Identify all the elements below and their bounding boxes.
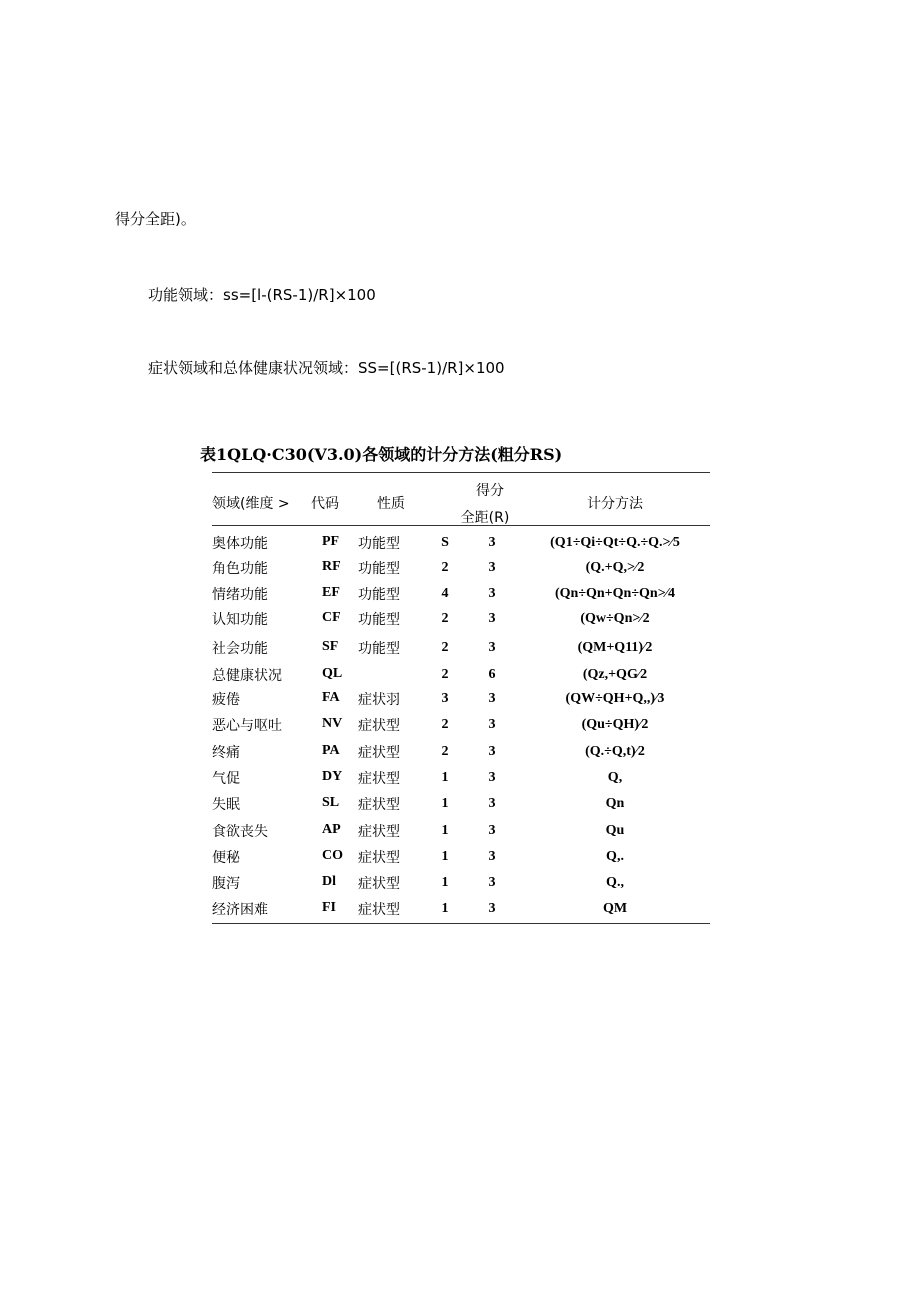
- cell-method: (Qu÷QH)⁄2: [581, 717, 649, 732]
- header-nature: 性质: [377, 496, 405, 512]
- cell-nature: 症状型: [358, 902, 400, 918]
- formula-symptom: 症状领域和总体健康状况领域：SS=[(RS-1)/R]×100: [148, 359, 505, 377]
- cell-nature: 症状型: [358, 876, 400, 892]
- header-code: 代码: [311, 496, 339, 512]
- cell-domain: 情绪功能: [212, 587, 268, 603]
- cell-range: 3: [488, 770, 496, 785]
- cell-code: RF: [322, 559, 341, 574]
- cell-items: 1: [441, 901, 449, 916]
- cell-range: 3: [488, 717, 496, 732]
- cell-nature: 症状型: [358, 745, 400, 761]
- cell-nature: 功能型: [358, 536, 400, 552]
- cell-domain: 总健康状况: [212, 668, 282, 684]
- cell-items: S: [441, 535, 449, 550]
- header-range: 全距(R): [460, 510, 510, 526]
- cell-method: Q.,: [606, 875, 624, 890]
- cell-code: SL: [322, 795, 340, 810]
- cell-domain: 疲倦: [212, 692, 240, 708]
- cell-method: Qn: [605, 796, 625, 811]
- cell-code: QL: [322, 666, 343, 681]
- cell-code: Dl: [322, 874, 336, 889]
- cell-nature: 功能型: [358, 561, 400, 577]
- cell-domain: 终痛: [212, 745, 240, 761]
- table-caption: 表1QLQ·C30(V3.0)各领域的计分方法(粗分RS): [200, 445, 563, 464]
- cell-range: 3: [488, 535, 496, 550]
- header-domain: 领域(维度 >: [212, 496, 290, 512]
- cell-range: 3: [488, 849, 496, 864]
- cell-nature: 症状型: [358, 797, 400, 813]
- cell-method: (Q.+Q,>⁄2: [585, 560, 645, 575]
- cell-range: 3: [488, 586, 496, 601]
- cell-method: (QM+Q11)⁄2: [577, 640, 653, 655]
- cell-method: Q,: [607, 770, 623, 785]
- cell-items: 1: [441, 796, 449, 811]
- cell-code: SF: [322, 639, 339, 654]
- cell-domain: 失眠: [212, 797, 240, 813]
- paragraph-1: 得分全距)。: [115, 210, 196, 228]
- cell-range: 3: [488, 796, 496, 811]
- table-bottom-rule: [212, 923, 710, 924]
- cell-domain: 食欲丧失: [212, 824, 268, 840]
- formula-functional: 功能领域：ss=[l-(RS-1)/R]×100: [148, 286, 376, 304]
- cell-domain: 恶心与呕吐: [212, 718, 282, 734]
- header-score: 得分: [476, 483, 504, 499]
- cell-domain: 角色功能: [212, 561, 268, 577]
- cell-nature: 症状型: [358, 824, 400, 840]
- cell-method: QM: [602, 901, 628, 916]
- cell-nature: 功能型: [358, 587, 400, 603]
- cell-nature: 功能型: [358, 641, 400, 657]
- cell-items: 2: [441, 667, 449, 682]
- cell-items: 2: [441, 717, 449, 732]
- cell-method: (Qn÷Qn+Qn÷Qn>⁄4: [554, 586, 676, 601]
- cell-range: 6: [488, 667, 496, 682]
- cell-domain: 经济困难: [212, 902, 268, 918]
- cell-items: 2: [441, 744, 449, 759]
- cell-range: 3: [488, 823, 496, 838]
- table-top-rule: [212, 472, 710, 473]
- cell-domain: 奥体功能: [212, 536, 268, 552]
- cell-code: PF: [322, 534, 340, 549]
- header-method: 计分方法: [587, 496, 643, 512]
- cell-code: FA: [322, 690, 340, 705]
- cell-nature: 症状型: [358, 771, 400, 787]
- cell-method: (Q1÷Qi÷Qt÷Q.÷Q.>⁄5: [550, 535, 680, 550]
- cell-code: CF: [322, 610, 341, 625]
- cell-range: 3: [488, 691, 496, 706]
- cell-code: DY: [322, 769, 343, 784]
- cell-code: NV: [322, 716, 343, 731]
- cell-range: 3: [488, 640, 496, 655]
- cell-items: 3: [441, 691, 449, 706]
- cell-nature: 症状型: [358, 850, 400, 866]
- cell-items: 4: [441, 586, 449, 601]
- cell-method: Q,.: [606, 849, 624, 864]
- cell-items: 1: [441, 770, 449, 785]
- cell-range: 3: [488, 560, 496, 575]
- cell-method: Qu: [605, 823, 625, 838]
- cell-range: 3: [488, 744, 496, 759]
- cell-range: 3: [488, 611, 496, 626]
- cell-code: PA: [322, 743, 340, 758]
- cell-nature: 症状型: [358, 718, 400, 734]
- cell-method: (QW÷QH+Q,,)⁄3: [565, 691, 665, 706]
- cell-method: (Q.÷Q,t)⁄2: [585, 744, 645, 759]
- cell-domain: 气促: [212, 771, 240, 787]
- cell-domain: 认知功能: [212, 612, 268, 628]
- cell-code: EF: [322, 585, 340, 600]
- cell-items: 1: [441, 849, 449, 864]
- cell-items: 1: [441, 823, 449, 838]
- cell-range: 3: [488, 875, 496, 890]
- cell-items: 2: [441, 640, 449, 655]
- cell-items: 2: [441, 560, 449, 575]
- cell-domain: 腹泻: [212, 876, 240, 892]
- cell-method: (Qz,+QG⁄2: [582, 667, 648, 682]
- cell-nature: 功能型: [358, 612, 400, 628]
- cell-domain: 便秘: [212, 850, 240, 866]
- cell-items: 2: [441, 611, 449, 626]
- cell-code: FI: [322, 900, 336, 915]
- cell-range: 3: [488, 901, 496, 916]
- cell-code: AP: [322, 822, 341, 837]
- cell-domain: 社会功能: [212, 641, 268, 657]
- cell-nature: 症状羽: [358, 692, 400, 708]
- cell-code: CO: [322, 848, 343, 863]
- cell-items: 1: [441, 875, 449, 890]
- cell-method: (Qw÷Qn>⁄2: [580, 611, 650, 626]
